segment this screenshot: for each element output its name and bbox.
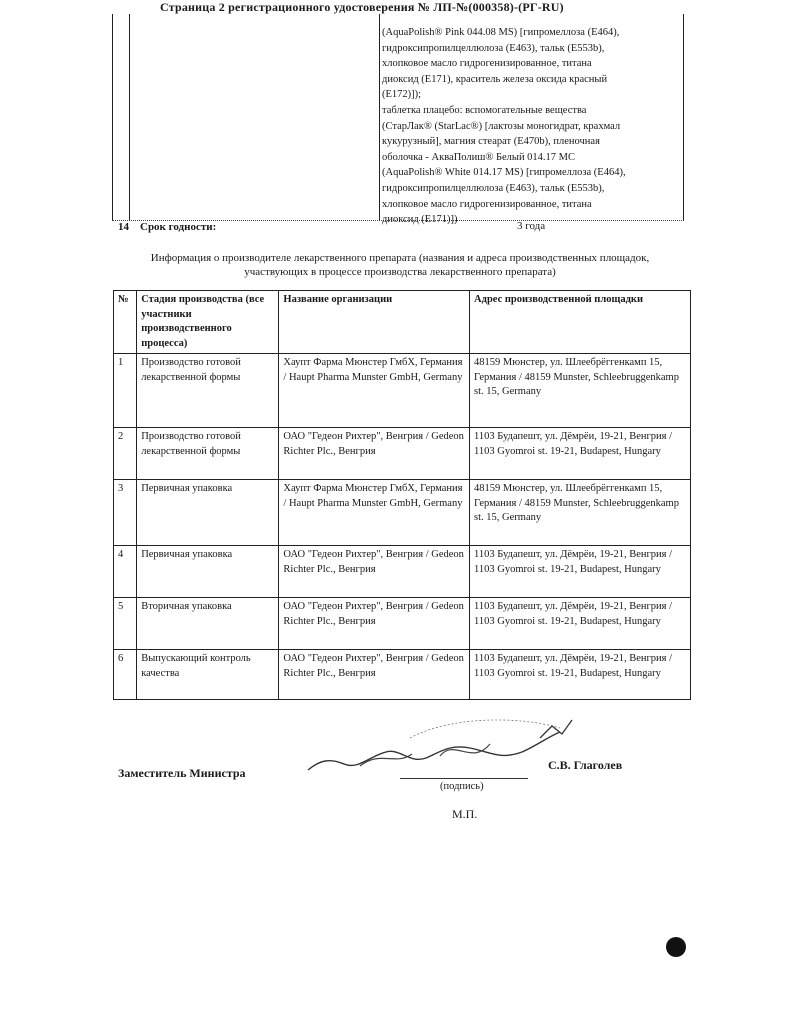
composition-line: гидроксипропилцеллюлоза (E463), тальк (E553b), — [382, 42, 605, 54]
composition-text — [382, 25, 680, 228]
cell-org: ОАО "Гедеон Рихтер", Венгрия / Gedeon Richter Plc., Венгрия — [279, 598, 470, 650]
composition-line: таблетка плацебо: вспомогательные вещества — [382, 104, 587, 116]
cell-num: 5 — [114, 598, 137, 650]
cell-num: 3 — [114, 480, 137, 546]
header-org: Название организации — [279, 291, 470, 354]
composition-line: хлопковое масло гидрогенизированное, титана — [382, 198, 592, 210]
cell-stage: Первичная упаковка — [137, 546, 279, 598]
cell-num: 2 — [114, 428, 137, 480]
cell-stage: Производство готовой лекарственной формы — [137, 428, 279, 480]
shelf-life-value: 3 года — [517, 220, 546, 232]
header-stage: Стадия производства (все участники производственного процесса) — [137, 291, 279, 354]
cell-num: 1 — [114, 354, 137, 428]
table-header-row — [114, 291, 691, 354]
composition-line: (AquaPolish® Pink 044.08 MS) [гипромеллоза (E464), — [382, 27, 620, 38]
row-number: 14 — [118, 221, 129, 233]
composition-line: гидроксипропилцеллюлоза (E463), тальк (E553b), — [382, 182, 605, 194]
cell-address: 48159 Мюнстер, ул. Шлеебрёггенкамп 15, Германия / 48159 Munster, Schleebruggenkamp st. 15, Germany — [470, 480, 691, 546]
composition-line: хлопковое масло гидрогенизированное, титана — [382, 58, 592, 70]
composition-line: (E172)]); — [382, 89, 422, 101]
handwritten-signature — [300, 708, 600, 788]
manufacturer-table — [113, 290, 691, 700]
cell-num: 4 — [114, 546, 137, 598]
cell-address: 48159 Мюнстер, ул. Шлеебрёггенкамп 15, Германия / 48159 Munster, Schleebruggenkamp st. 15, Germany — [470, 354, 691, 428]
header-num: № — [114, 291, 137, 354]
table-divider — [129, 14, 130, 220]
cell-org: ОАО "Гедеон Рихтер", Венгрия / Gedeon Richter Plc., Венгрия — [279, 546, 470, 598]
signatory-name: С.В. Глаголев — [548, 758, 623, 772]
table-row — [114, 546, 691, 598]
table-row — [114, 480, 691, 546]
composition-line: диоксид (E171), краситель железа оксида красный — [382, 73, 608, 85]
cell-stage: Выпускающий контроль качества — [137, 650, 279, 700]
signature-caption: (подпись) — [440, 781, 484, 792]
shelf-life-row — [112, 220, 682, 234]
table-row — [114, 598, 691, 650]
cell-address: 1103 Будапешт, ул. Дёмрёи, 19-21, Венгрия / 1103 Gyomroi st. 19-21, Budapest, Hungary — [470, 598, 691, 650]
cell-num: 6 — [114, 650, 137, 700]
page-header: Страница 2 регистрационного удостоверения № ЛП-№(000358)-(РГ-RU) — [160, 0, 564, 14]
scan-mark-dot — [666, 937, 686, 957]
composition-line: кукурузный], магния стеарат (E470b), пленочная — [382, 136, 600, 148]
cell-address: 1103 Будапешт, ул. Дёмрёи, 19-21, Венгрия / 1103 Gyomroi st. 19-21, Budapest, Hungary — [470, 650, 691, 700]
header-address: Адрес производственной площадки — [470, 291, 691, 354]
cell-org: Хаупт Фарма Мюнстер ГмбХ, Германия / Haupt Pharma Munster GmbH, Germany — [279, 480, 470, 546]
cell-stage: Производство готовой лекарственной формы — [137, 354, 279, 428]
cell-org: ОАО "Гедеон Рихтер", Венгрия / Gedeon Richter Plc., Венгрия — [279, 428, 470, 480]
composition-line: оболочка - АкваПолиш® Белый 014.17 MC — [382, 151, 576, 163]
stamp-place: М.П. — [452, 807, 478, 821]
title-line-1: Информация о производителе лекарственного препарата (названия и адреса производственных площадок, — [150, 252, 650, 264]
title-line-2: участвующих в процессе производства лекарственного препарата) — [244, 266, 556, 278]
table-row — [114, 428, 691, 480]
table-divider — [379, 14, 380, 220]
shelf-life-label: Срок годности: — [140, 221, 217, 233]
manufacturer-info-title — [100, 251, 700, 279]
signature-line — [400, 778, 528, 779]
cell-address: 1103 Будапешт, ул. Дёмрёи, 19-21, Венгрия / 1103 Gyomroi st. 19-21, Budapest, Hungary — [470, 546, 691, 598]
composition-line: диоксид (E171)]) — [382, 214, 458, 226]
composition-line: (AquaPolish® White 014.17 MS) [гипромеллоза (E464), — [382, 167, 626, 179]
composition-line: (СтарЛак® (StarLac®) [лактозы моногидрат, крахмал — [382, 120, 621, 132]
cell-stage: Первичная упаковка — [137, 480, 279, 546]
cell-org: ОАО "Гедеон Рихтер", Венгрия / Gedeon Richter Plc., Венгрия — [279, 650, 470, 700]
cell-org: Хаупт Фарма Мюнстер ГмбХ, Германия / Haupt Pharma Munster GmbH, Germany — [279, 354, 470, 428]
cell-stage: Вторичная упаковка — [137, 598, 279, 650]
signatory-position: Заместитель Министра — [118, 766, 246, 780]
cell-address: 1103 Будапешт, ул. Дёмрёи, 19-21, Венгрия / 1103 Gyomroi st. 19-21, Budapest, Hungary — [470, 428, 691, 480]
table-row — [114, 650, 691, 700]
table-row — [114, 354, 691, 428]
